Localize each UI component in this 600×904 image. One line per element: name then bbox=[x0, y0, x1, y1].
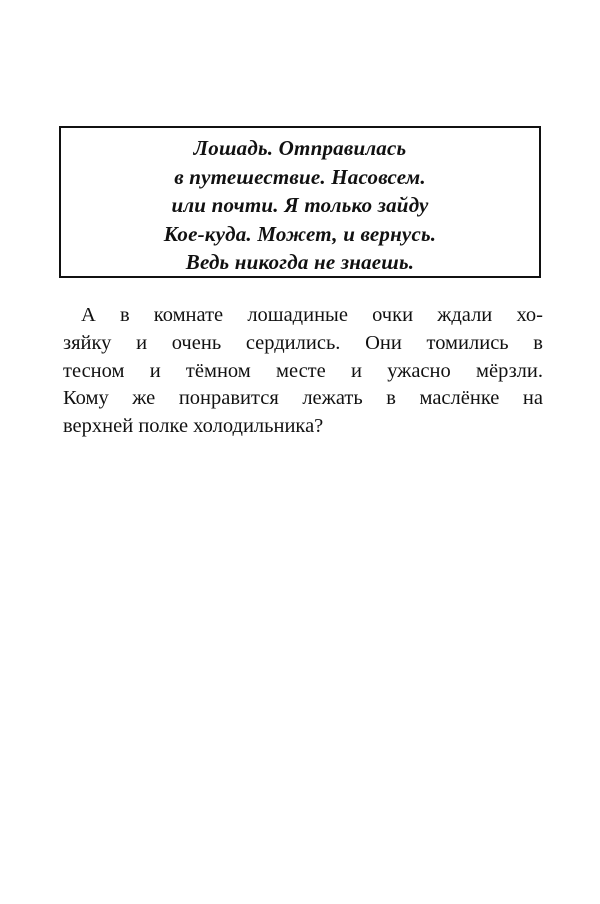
note-line-4: Кое-куда. Может, и вернусь. bbox=[163, 221, 437, 246]
body-paragraph bbox=[63, 302, 543, 441]
note-line-5: Ведь никогда не знаешь. bbox=[185, 250, 415, 275]
body-line-1: А в комнате лошадиные очки ждали хо- bbox=[81, 304, 543, 326]
body-line-4: Кому же понравится лежать в маслёнке на bbox=[63, 387, 543, 410]
body-line-5: верхней полке холодильника? bbox=[63, 415, 324, 438]
note-line-1: Лошадь. Отправилась bbox=[193, 136, 407, 160]
note-line-3: или почти. Я только зайду bbox=[171, 193, 429, 218]
body-line-3: тесном и тёмном месте и ужасно мёрзли. bbox=[63, 359, 543, 382]
body-line-2: зяйку и очень сердились. Они томились в bbox=[63, 331, 543, 354]
note-line-2: в путешествие. Насовсем. bbox=[174, 164, 426, 189]
handwritten-note-box bbox=[59, 126, 541, 278]
